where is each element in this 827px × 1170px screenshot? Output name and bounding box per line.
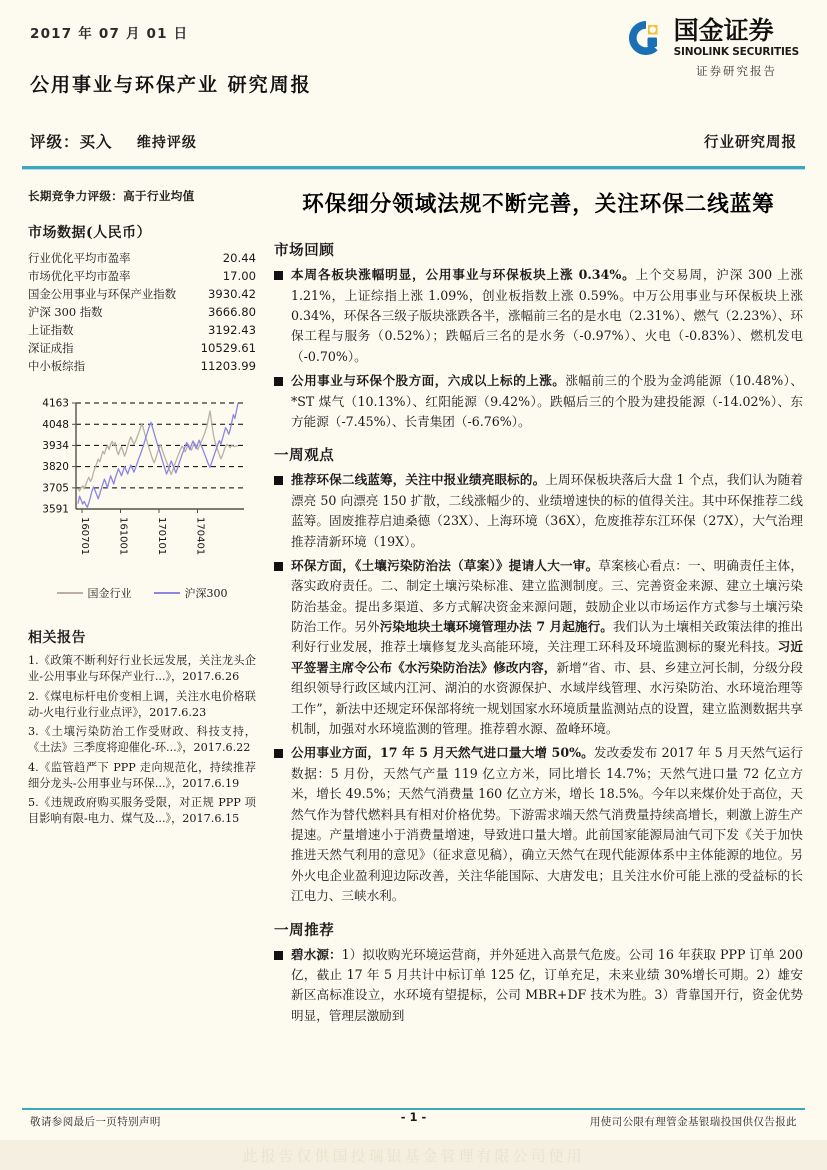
market-data-row bbox=[28, 357, 256, 375]
market-data-value: 10529.61 bbox=[200, 340, 256, 355]
related-report-item[interactable]: 3.《土壤污染防治工作受财政、科技支持，《土法》三季度将迎催化-环...》，2017.6.22 bbox=[28, 725, 256, 755]
rating-value: 评级：买入 bbox=[30, 132, 113, 151]
main-column bbox=[274, 188, 803, 1112]
market-data-row bbox=[28, 321, 256, 339]
watermark-text: 此报告仅供国投瑞银基金管理有限公司使用 bbox=[242, 1146, 585, 1165]
chart-legend-swatch bbox=[154, 592, 180, 594]
chart-legend-label: 国金行业 bbox=[87, 587, 132, 601]
bullet-lead: 公用事业与环保个股方面，六成以上标的上涨。 bbox=[291, 373, 566, 389]
chart-xtick-labels bbox=[79, 509, 206, 555]
sinolink-logo-icon bbox=[626, 18, 666, 58]
market-data-label: 深证成指 bbox=[28, 340, 74, 355]
bullet-marker-icon bbox=[274, 271, 283, 280]
chart-legend-label: 沪深300 bbox=[184, 587, 228, 601]
index-performance-chart bbox=[28, 391, 256, 581]
chart-legend-entry bbox=[57, 585, 132, 601]
market-data-value: 20.44 bbox=[222, 250, 256, 265]
company-logo-block bbox=[594, 18, 799, 79]
header-divider bbox=[22, 166, 805, 169]
watermark-strip bbox=[0, 1140, 827, 1170]
bullet-text bbox=[291, 470, 803, 552]
bullet-lead: 环保方面，《土壤污染防治法（草案）》提请人大一审。 bbox=[291, 557, 599, 573]
page-header bbox=[0, 0, 827, 172]
chart-legend-swatch bbox=[57, 592, 83, 594]
logo-english-name: SINOLINK SECURITIES bbox=[673, 45, 799, 58]
chart-ytick-label: 3705 bbox=[42, 482, 69, 495]
bullet-marker-icon bbox=[274, 377, 283, 386]
bullet-text bbox=[291, 743, 803, 906]
sidebar bbox=[28, 188, 256, 1112]
section-heading: 一周观点 bbox=[274, 447, 335, 465]
footer-usage-note: 用使司公限有理管金基银瑞投国供仅告报此 bbox=[589, 1116, 797, 1128]
bullet-text bbox=[291, 556, 803, 740]
bullet-lead: 碧水源： bbox=[291, 946, 342, 962]
market-data-label: 上证指数 bbox=[28, 322, 74, 337]
logo-chinese-name: 国金证券 bbox=[673, 16, 774, 46]
chart-xtick-label: 161001 bbox=[117, 517, 129, 556]
section-heading: 市场回顾 bbox=[274, 242, 335, 260]
chart-ytick-label: 3934 bbox=[42, 440, 69, 453]
chart-ytick-label: 4163 bbox=[42, 397, 69, 410]
bullet-detail: 草案核心看点：一、明确责任主体，落实政府责任。二、制定土壤污染标准、建立监测制度。三、完善资金来源、建立土壤污染防治基金。提出多渠道、多方式解决资金来源问题，鼓励企业以市场运作方式参与土壤污染防治工作。另外 bbox=[291, 557, 804, 635]
industry-title: 公用事业与环保产业 研究周报 bbox=[30, 74, 312, 96]
bullet-row bbox=[274, 556, 803, 740]
market-data-row bbox=[28, 303, 256, 321]
bullet-row bbox=[274, 371, 803, 432]
bullet-lead: 公用事业方面，17 年 5 月天然气进口量大增 50%。 bbox=[291, 745, 594, 761]
bullet-lead: 习近平签署主席令公布《水污染防治法》修改内容， bbox=[291, 639, 804, 675]
market-data-label: 市场优化平均市盈率 bbox=[28, 268, 131, 283]
market-data-value: 3192.43 bbox=[208, 322, 256, 337]
bullet-detail: 新增“省、市、县、乡建立河长制，分级分段组织领导行政区域内江河、湖泊的水资源保护、水域岸线管理、水污染防治、水环境治理等工作”，新法中还规定环保部将统一规划国家水环境质量监测站点的设置，建立监测数据共享机制，加强对水环境监测的管理。推荐碧水源、盈峰环境。 bbox=[291, 659, 803, 737]
bullet-marker-icon bbox=[274, 749, 283, 758]
bullet-lead: 本周各板块涨幅明显，公用事业与环保板块上涨 0.34%。 bbox=[291, 267, 636, 283]
page-footer bbox=[0, 1108, 827, 1170]
market-data-label: 国金公用事业与环保产业指数 bbox=[28, 286, 177, 301]
bullet-lead: 污染地块土壤环境管理办法 7 月起施行。 bbox=[379, 619, 613, 635]
bullet-detail: 上周环保板块落后大盘 1 个点，我们认为随着漂亮 50 向漂亮 150 扩散，二线涨幅少的、业绩增速快的标的值得关注。其中环保推荐二线蓝筹。固废推荐启迪桑德（23X）、上海环境（36X），危废推荐东江环保（27X），大气治理推荐清新环境（19X）。 bbox=[291, 472, 803, 549]
bullet-detail: 发改委发布 2017 年 5 月天然气运行数据：5 月份，天然气产量 119 亿立方米，同比增长 14.7%；天然气进口量 72 亿立方米，增长 49.5%；天然气消费量 160 亿立方米，增长 18.5%。今年以来煤价处于高位，天然气作为替代燃料具有相对价格优势。下游需求端天然气消费量持续高增长，刺激上游生产提速。产量增速小于消费量增速，导致进口量大增。此前国家能源局油气司下发《关于加快推进天然气利用的意见》（征求意见稿），确立天然气在现代能源体系中主体能源的地位。另外火电企业盈利迎边际改善，关注华能国际、大唐发电；且关注水价可能上涨的受益标的长江电力、三峡水利。 bbox=[291, 745, 803, 904]
bullet-marker-icon bbox=[274, 951, 283, 960]
related-reports-list bbox=[28, 653, 256, 827]
bullet-row bbox=[274, 470, 803, 552]
chart-legend bbox=[28, 585, 256, 601]
related-report-item[interactable]: 2.《煤电标杆电价变相上调，关注水电价格联动-火电行业行业点评》，2017.6.23 bbox=[28, 689, 256, 719]
market-data-label: 沪深 300 指数 bbox=[28, 304, 103, 319]
section-heading: 一周推荐 bbox=[274, 921, 335, 939]
document-type: 行业研究周报 bbox=[704, 134, 797, 151]
chart-xtick-label: 170401 bbox=[194, 517, 206, 556]
market-data-value: 17.00 bbox=[222, 268, 256, 283]
page-content bbox=[0, 172, 827, 1112]
related-report-item[interactable]: 1.《政策不断利好行业长远发展，关注龙头企业-公用事业与环保产业行...》，2017.6.26 bbox=[28, 654, 256, 684]
chart-svg bbox=[28, 391, 256, 581]
bullet-marker-icon bbox=[274, 476, 283, 485]
rating-row bbox=[30, 130, 797, 152]
footer-disclaimer: 敬请参阅最后一页特别声明 bbox=[30, 1116, 161, 1128]
market-data-heading: 市场数据(人民币） bbox=[28, 225, 152, 241]
market-data-label: 行业优化平均市盈率 bbox=[28, 250, 131, 265]
chart-xtick-label: 160701 bbox=[79, 517, 90, 556]
chart-ytick-labels bbox=[42, 398, 69, 516]
chart-ytick-label: 3591 bbox=[42, 503, 69, 516]
related-report-item[interactable]: 5.《违规政府购买服务受限，对正规 PPP 项目影响有限-电力、煤气及...》，2017.6.15 bbox=[28, 795, 256, 826]
market-data-row bbox=[28, 267, 256, 285]
bullet-row bbox=[274, 743, 803, 906]
market-data-body bbox=[28, 249, 256, 375]
chart-ytick-label: 4048 bbox=[42, 419, 69, 432]
bullet-row bbox=[274, 945, 803, 1027]
market-data-row bbox=[28, 339, 256, 357]
bullet-text bbox=[291, 265, 803, 367]
market-data-label: 中小板综指 bbox=[28, 358, 85, 373]
report-sections bbox=[274, 239, 803, 1026]
chart-series-line bbox=[78, 411, 238, 491]
market-data-value: 3666.80 bbox=[208, 304, 256, 319]
logo-subtitle: 证券研究报告 bbox=[696, 64, 777, 78]
chart-xtick-label: 170101 bbox=[156, 517, 167, 556]
rating-block bbox=[30, 130, 197, 152]
related-reports-heading: 相关报告 bbox=[28, 630, 86, 647]
bullet-text bbox=[291, 945, 803, 1027]
report-title: 环保细分领域法规不断完善，关注环保二线蓝筹 bbox=[302, 192, 775, 217]
market-data-table bbox=[28, 249, 256, 375]
bullet-detail: 涨幅前三的个股为金鸿能源（10.48%）、*ST 煤气（10.13%）、红阳能源（9.42%）。跌幅后三的个股为建投能源（-14.02%）、东方能源（-7.45%）、长青集团（-6.76%）。 bbox=[291, 373, 803, 429]
bullet-detail: 1）拟收购光环境运营商，并外延进入高景气危废。公司 16 年获取 PPP 订单 200 亿，截止 17 年 5 月共计中标订单 125 亿，订单充足，未来业绩 30%增长可期。2）雄安新区高标准设立，水环境有望提标，公司 MBR+DF 技术为胜。3）背靠国开行，资金优势明显，管理层激励到 bbox=[291, 946, 803, 1023]
chart-series bbox=[78, 403, 238, 507]
competitive-rating: 长期竞争力评级：高于行业均值 bbox=[28, 189, 195, 203]
market-data-row bbox=[28, 285, 256, 303]
bullet-row bbox=[274, 265, 803, 367]
bullet-detail: 我们认为土壤相关政策法律的推出利好行业发展，推荐土壤修复龙头高能环境，关注理工环科及环境监测标的聚光科技。 bbox=[291, 619, 803, 655]
related-report-item[interactable]: 4.《监管趋严下 PPP 走向规范化，持续推荐细分龙头-公用事业与环保...》，2017.6.19 bbox=[28, 760, 256, 790]
chart-legend-entry bbox=[154, 585, 228, 601]
document-date: 2017 年 07 月 01 日 bbox=[30, 26, 189, 42]
bullet-detail: 上个交易周，沪深 300 上涨 1.21%，上证综指上涨 1.09%，创业板指数上涨 0.59%。中万公用事业与环保板块上涨 0.34%，环保各三级子版块涨跌各半，涨幅前三名的是水电（2.31%）、燃气（2.23%）、环保工程与服务（0.52%）；跌幅后三名的是水务（-0.97%）、火电（-0.83%）、燃机发电（-0.70%）。 bbox=[291, 267, 803, 364]
rating-maintain: 维持评级 bbox=[136, 135, 197, 151]
page-number: - 1 - bbox=[400, 1110, 427, 1124]
chart-ytick-label: 3820 bbox=[42, 461, 69, 474]
bullet-marker-icon bbox=[274, 562, 283, 571]
market-data-value: 3930.42 bbox=[208, 286, 256, 301]
market-data-row bbox=[28, 249, 256, 267]
bullet-lead: 推荐环保二线蓝筹，关注中报业绩亮眼标的。 bbox=[291, 472, 546, 488]
market-data-value: 11203.99 bbox=[200, 358, 256, 373]
bullet-text bbox=[291, 371, 803, 432]
